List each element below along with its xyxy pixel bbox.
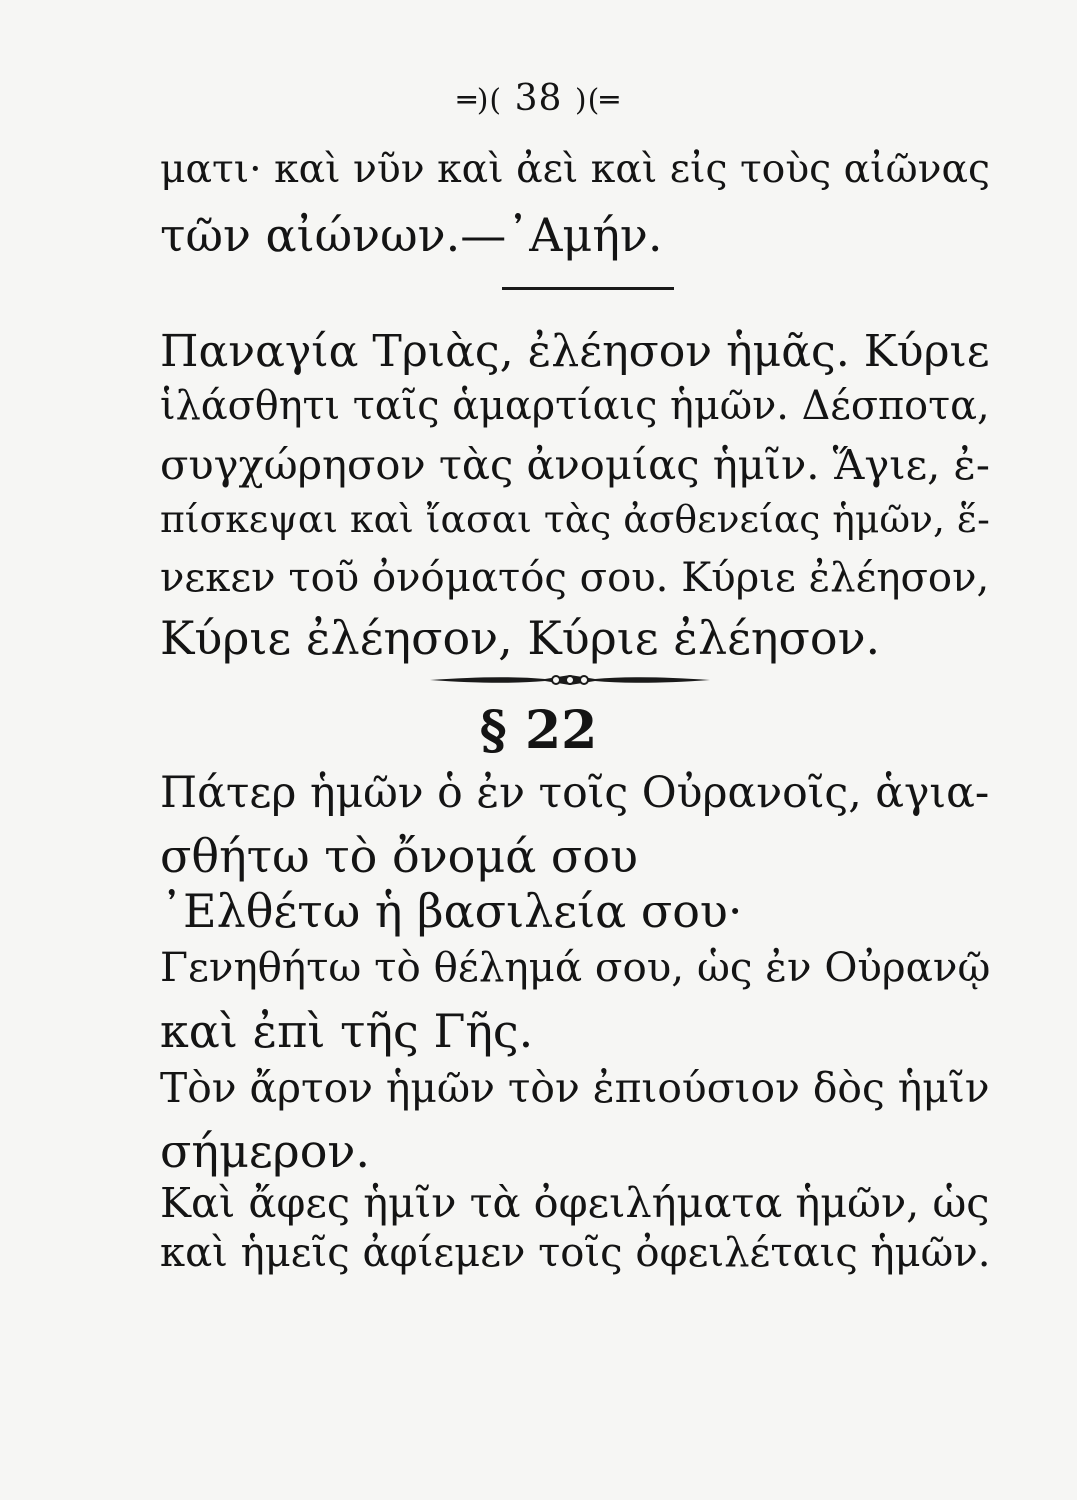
section-heading: § 22 bbox=[479, 700, 598, 761]
text-line: Κύριε ἐλέησον, Κύριε ἐλέησον. bbox=[160, 611, 881, 665]
text-line: Καὶ ἄφες ἡμῖν τὰ ὀφειλήματα ἡμῶν, ὡς bbox=[160, 1179, 990, 1227]
text-line: πίσκεψαι καὶ ἴασαι τὰς ἀσθενείας ἡμῶν, ἕ- bbox=[160, 497, 990, 541]
text-line: νεκεν τοῦ ὀνόματός σου. Κύριε ἐλέησον, bbox=[160, 555, 990, 601]
text-line: καὶ ἡμεῖς ἀφίεμεν τοῖς ὀφειλέταις ἡμῶν. bbox=[160, 1230, 991, 1276]
text-line: Τὸν ἄρτον ἡμῶν τὸν ἐπιούσιον δὸς ἡμῖν bbox=[160, 1064, 990, 1112]
text-line: Πάτερ ἡμῶν ὁ ἐν τοῖς Οὐρανοῖς, ἁγια- bbox=[160, 768, 990, 818]
text-line: σήμερον. bbox=[160, 1124, 371, 1178]
text-line: τῶν αἰώνων.—᾿Αμήν. bbox=[160, 208, 663, 262]
text-line: ᾿Ελθέτω ἡ βασιλεία σου· bbox=[160, 884, 743, 938]
header-ornament-right: )(═ bbox=[574, 83, 620, 118]
text-line: Παναγία Τριὰς, ἐλέησον ἡμᾶς. Κύριε bbox=[160, 326, 990, 377]
text-line: Γενηθήτω τὸ θέλημά σου, ὡς ἐν Οὐρανῷ bbox=[160, 944, 991, 991]
page-header bbox=[0, 78, 1077, 119]
decorative-divider bbox=[430, 672, 710, 688]
text-line: ματι· καὶ νῦν καὶ ἀεὶ καὶ εἰς τοὺς αἰῶνας bbox=[160, 147, 990, 192]
section-rule bbox=[502, 287, 674, 290]
text-line: σθήτω τὸ ὄνομά σου bbox=[160, 829, 638, 883]
text-line: συγχώρησον τὰς ἀνομίας ἡμῖν. Ἅγιε, ἐ- bbox=[160, 440, 990, 489]
text-line: καὶ ἐπὶ τῆς Γῆς. bbox=[160, 1004, 534, 1058]
page-number: 38 bbox=[514, 78, 563, 119]
header-ornament-left: ═)( bbox=[457, 83, 503, 118]
text-line: ἱλάσθητι ταῖς ἁμαρτίαις ἡμῶν. Δέσποτα, bbox=[160, 383, 990, 429]
